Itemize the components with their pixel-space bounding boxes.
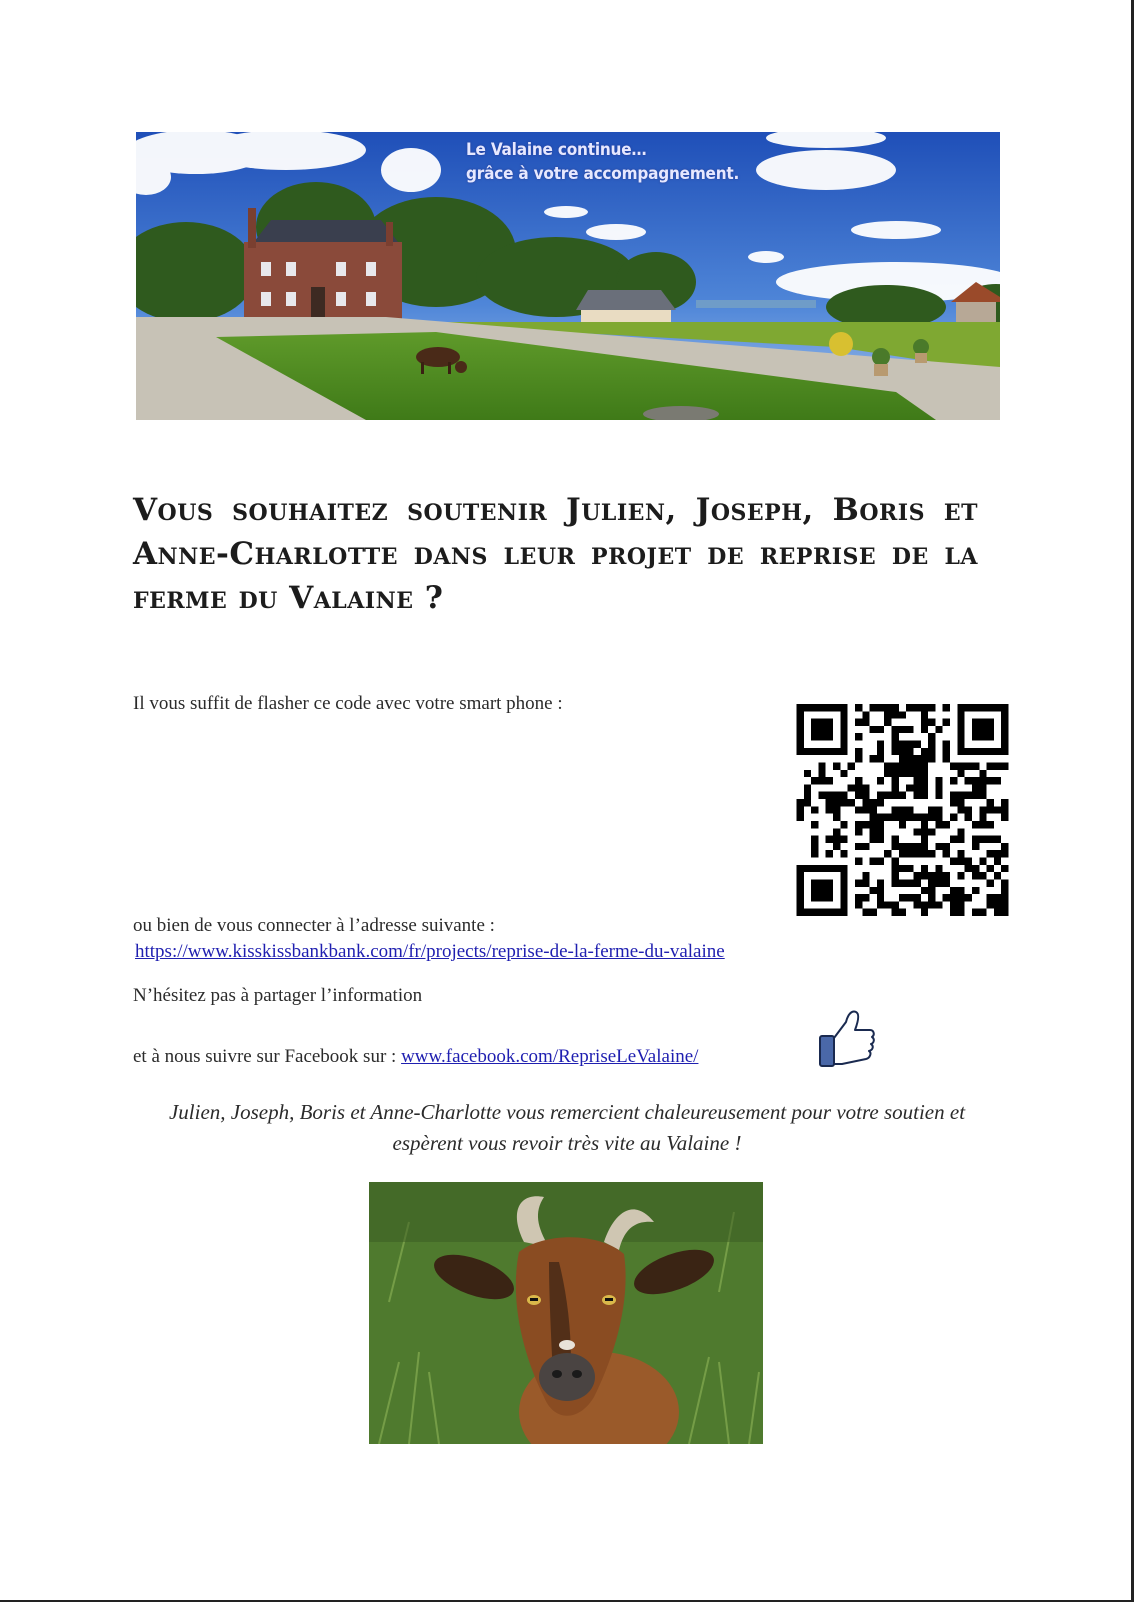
banner-caption-line2: grâce à votre accompagnement.	[466, 164, 740, 184]
facebook-link[interactable]: www.facebook.com/RepriseLeValaine/	[401, 1046, 699, 1067]
thanks-line2: espèrent vous revoir très vite au Valaine !	[392, 1131, 742, 1155]
farm-banner-photo	[136, 132, 1000, 420]
qr-code-icon	[795, 704, 1010, 916]
thanks-message	[133, 1097, 1001, 1159]
page-title: Vous souhaitez soutenir Julien, Joseph, Boris et Anne-Charlotte dans leur projet de reprise de la ferme du Valaine ?	[133, 492, 978, 616]
banner-caption-line1: Le Valaine continue…	[466, 140, 647, 160]
qr-code-image[interactable]	[795, 704, 1010, 916]
banner-caption	[466, 138, 739, 186]
share-text: N’hésitez pas à partager l’information	[133, 985, 423, 1006]
thanks-line1: Julien, Joseph, Boris et Anne-Charlotte vous remercient chaleureusement pour votre soutien et	[168, 1100, 966, 1124]
goat-photo	[369, 1182, 763, 1444]
project-link[interactable]: https://www.kisskissbankbank.com/fr/projects/reprise-de-la-ferme-du-valaine	[135, 941, 725, 962]
address-intro-text: ou bien de vous connecter à l’adresse suivante :	[133, 915, 495, 936]
thumbs-up-icon	[818, 1008, 876, 1068]
facebook-line	[133, 1045, 698, 1069]
facebook-intro-text: et à nous suivre sur Facebook sur :	[133, 1046, 397, 1067]
qr-intro-text: Il vous suffit de flasher ce code avec votre smart phone :	[133, 693, 563, 714]
